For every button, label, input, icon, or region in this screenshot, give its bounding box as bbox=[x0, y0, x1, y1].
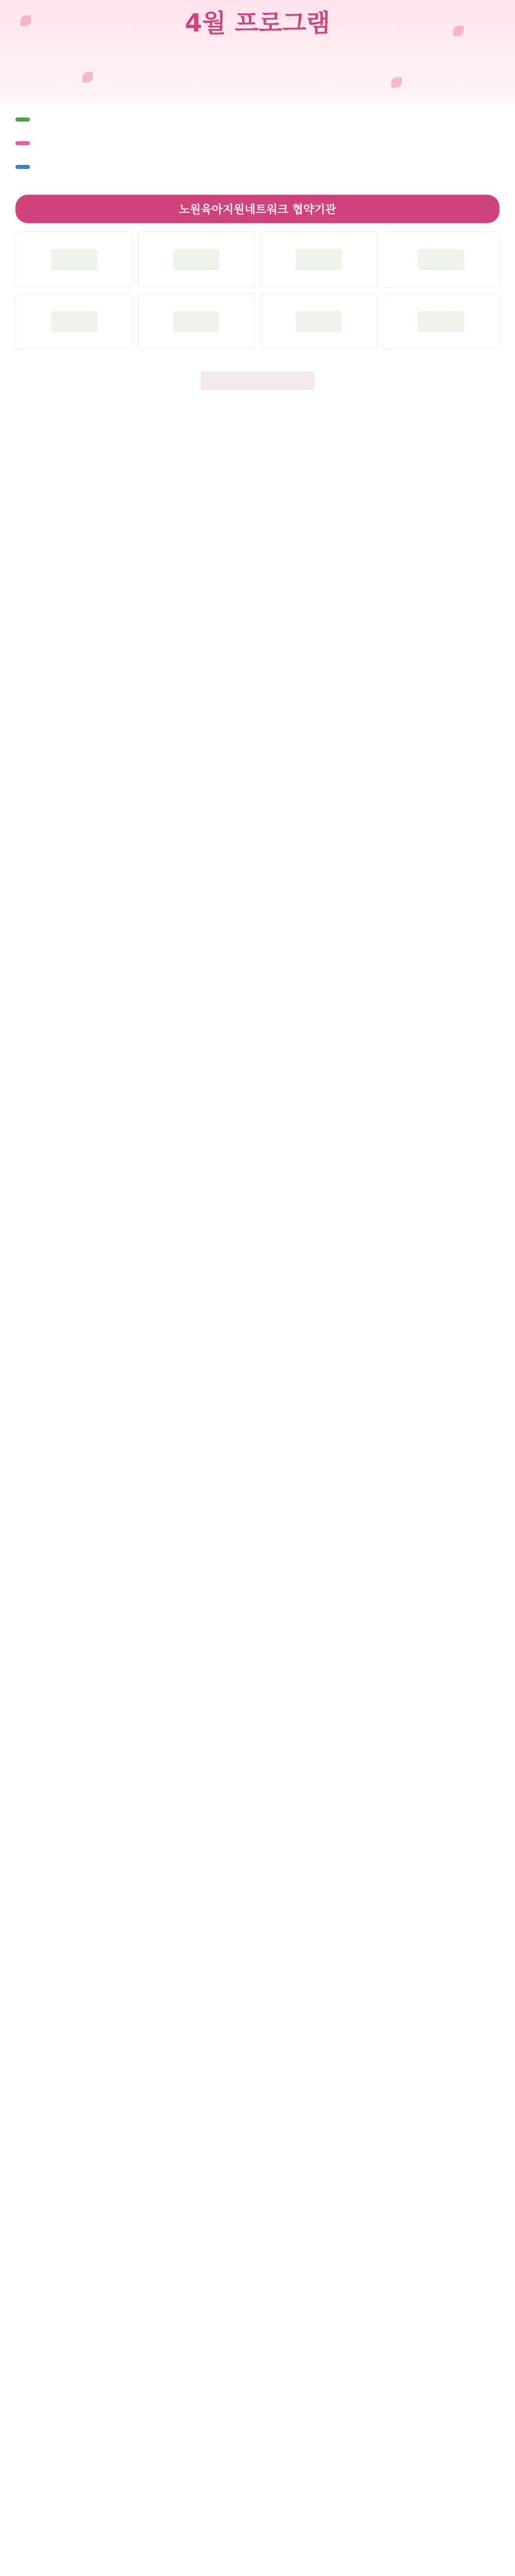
section-header bbox=[15, 141, 500, 145]
petal-decoration bbox=[21, 15, 31, 26]
petal-decoration bbox=[391, 77, 402, 88]
footer-logo bbox=[201, 371, 314, 390]
program-section bbox=[15, 165, 500, 174]
partners-section bbox=[15, 195, 500, 350]
footer bbox=[15, 365, 500, 396]
section-header bbox=[15, 165, 500, 169]
partner-card[interactable] bbox=[138, 231, 255, 288]
partner-logo bbox=[173, 249, 219, 270]
petal-decoration bbox=[453, 26, 464, 36]
partner-logo bbox=[296, 311, 342, 332]
section-badge bbox=[15, 165, 30, 169]
section-badge bbox=[15, 117, 30, 122]
partner-logo bbox=[173, 311, 219, 332]
partner-card[interactable] bbox=[15, 293, 133, 350]
partners-banner: 노원육아지원네트워크 협약기관 bbox=[15, 195, 500, 223]
partner-logo bbox=[51, 249, 97, 270]
partner-card[interactable] bbox=[383, 293, 500, 350]
partner-logo bbox=[296, 249, 342, 270]
partner-logo bbox=[418, 249, 464, 270]
partner-card[interactable] bbox=[383, 231, 500, 288]
page-title: 4월 프로그램 bbox=[185, 9, 330, 38]
partner-card[interactable] bbox=[260, 231, 377, 288]
petal-decoration bbox=[82, 72, 93, 82]
partner-grid bbox=[15, 231, 500, 350]
partner-logo bbox=[418, 311, 464, 332]
section-header bbox=[15, 117, 500, 122]
partner-card[interactable] bbox=[15, 231, 133, 288]
partner-logo bbox=[51, 311, 97, 332]
section-badge bbox=[15, 141, 30, 145]
program-section bbox=[15, 141, 500, 150]
partner-card[interactable] bbox=[260, 293, 377, 350]
hero-banner bbox=[0, 0, 515, 103]
program-section bbox=[15, 117, 500, 127]
partner-card[interactable] bbox=[138, 293, 255, 350]
